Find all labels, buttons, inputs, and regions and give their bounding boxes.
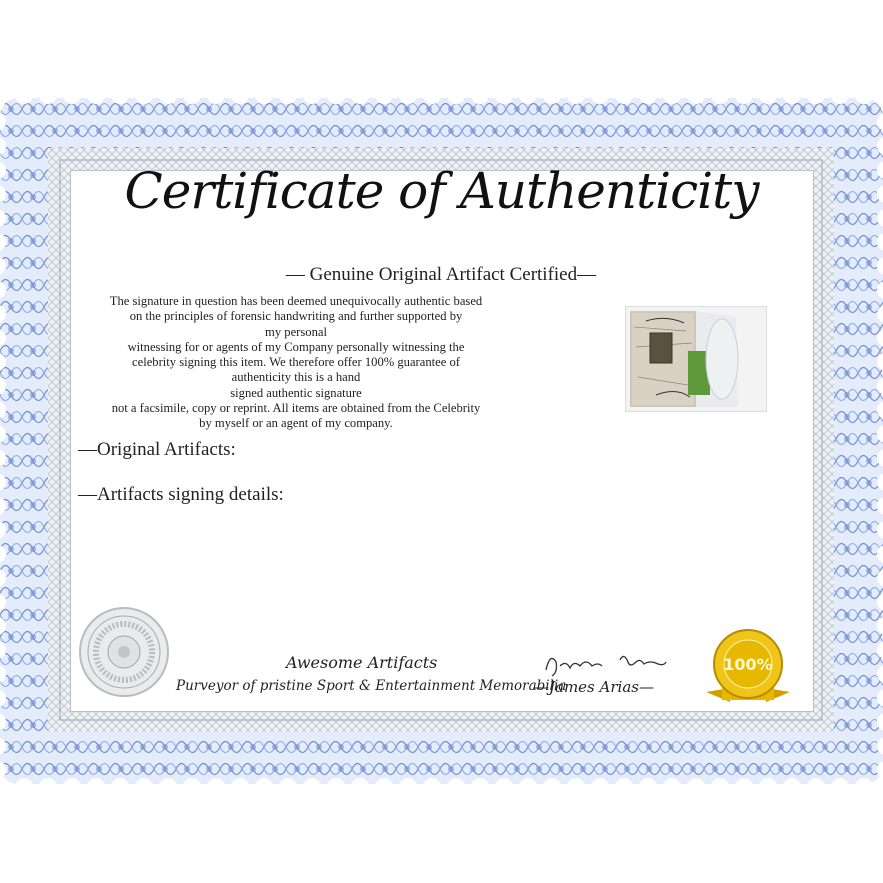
statement-line: The signature in question has been deemed unequivocally authentic based bbox=[109, 294, 483, 308]
company-tagline: Purveyor of pristine Sport & Entertainment Memorabilia bbox=[176, 678, 567, 694]
statement-line: not a facsimile, copy or reprint. All items are obtained from the Celebrity bbox=[111, 401, 481, 416]
signer-name: —James Arias— bbox=[534, 678, 654, 696]
statement-line: my personal bbox=[265, 324, 327, 339]
guilloche-seal-icon bbox=[78, 606, 170, 698]
certificate-subtitle: — Genuine Original Artifact Certified— bbox=[285, 264, 597, 285]
certificate-title: Certificate of Authenticity bbox=[124, 162, 759, 220]
statement-line: celebrity signing this item. We therefore offer 100% guarantee of bbox=[132, 355, 460, 370]
statement-line: authenticity this is a hand bbox=[231, 370, 361, 385]
original-artifacts-label: —Original Artifacts: bbox=[78, 439, 236, 460]
statement-line: signed authentic signature bbox=[230, 385, 362, 400]
statement-line: on the principles of forensic handwriting and further supported by bbox=[129, 309, 463, 324]
company-name: Awesome Artifacts bbox=[286, 653, 438, 672]
statement-line: by myself or an agent of my company. bbox=[199, 416, 393, 431]
statement-line: witnessing for or agents of my Company personally witnessing the bbox=[127, 339, 465, 354]
gold-guarantee-seal-icon bbox=[700, 626, 796, 712]
gold-seal-text: 100% bbox=[723, 655, 773, 674]
handwritten-signature bbox=[540, 648, 670, 680]
authenticity-statement bbox=[80, 294, 512, 432]
artifact-photo bbox=[625, 306, 767, 412]
artifacts-signing-details-label: —Artifacts signing details: bbox=[78, 484, 284, 505]
